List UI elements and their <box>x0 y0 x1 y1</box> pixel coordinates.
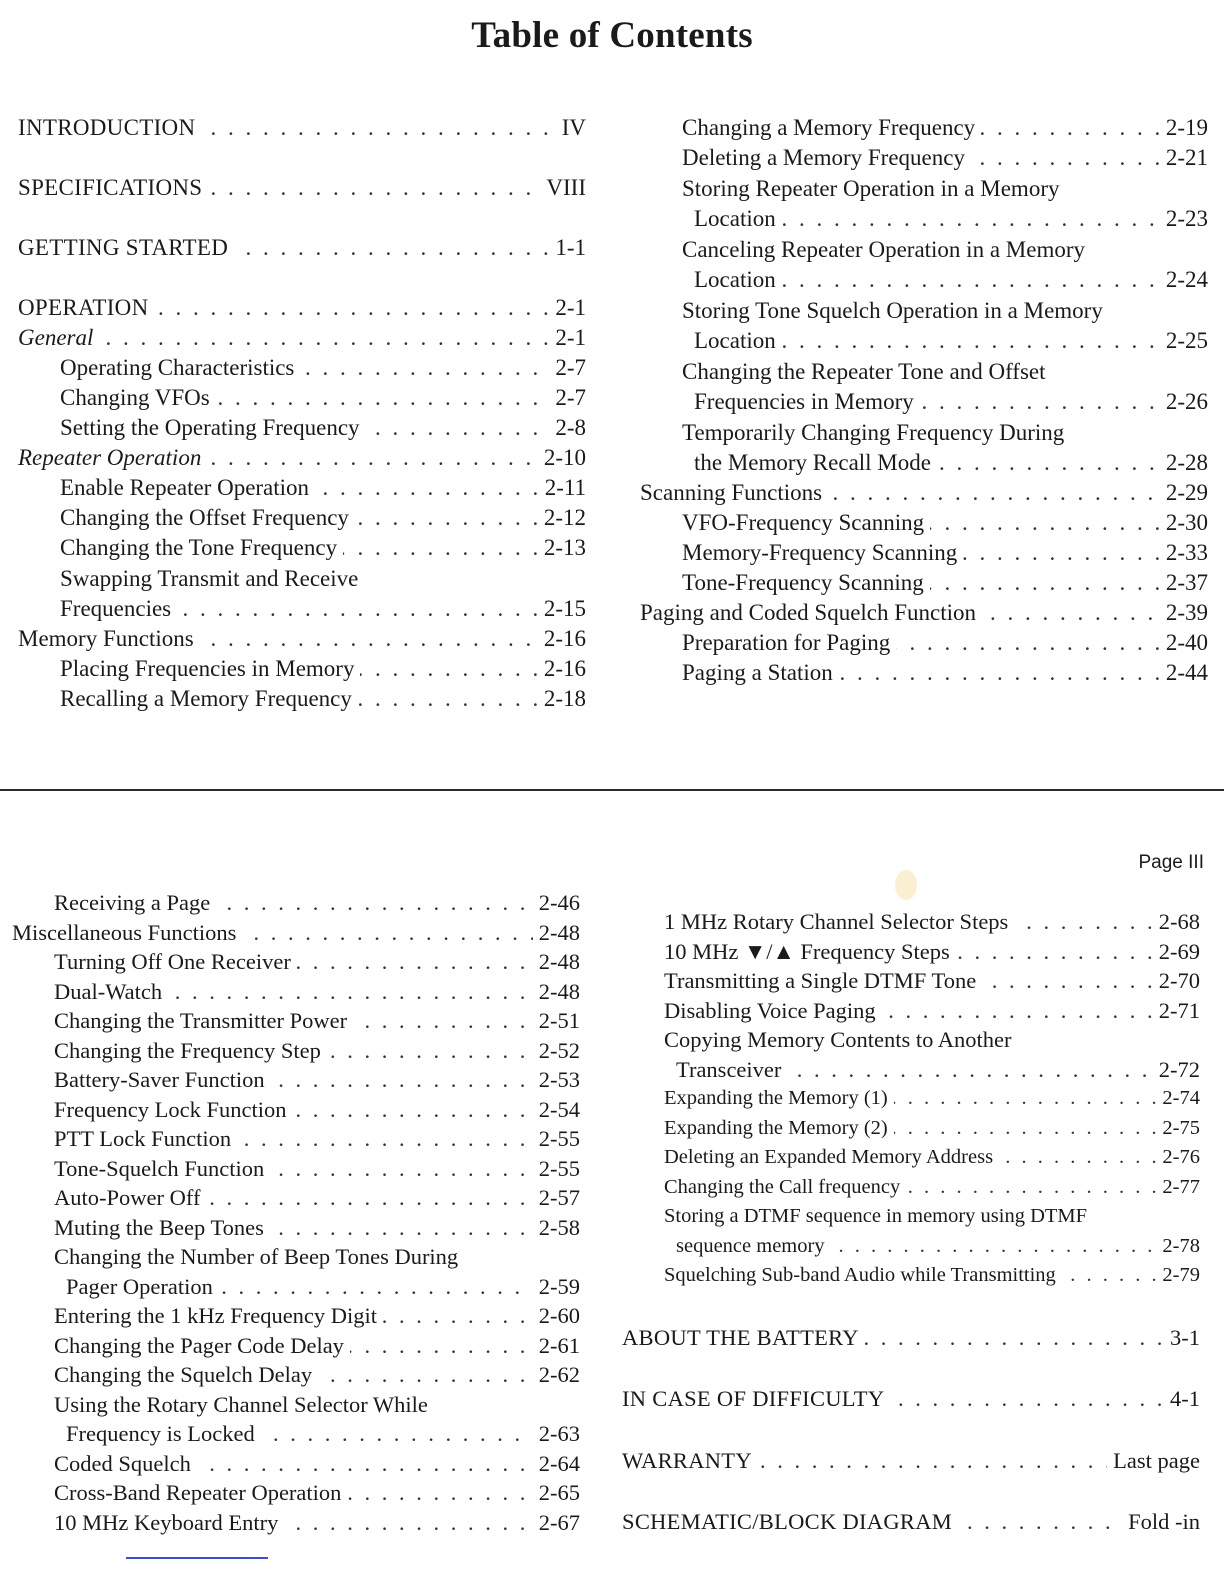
toc-entry-continued <box>640 173 1208 204</box>
toc-entry <box>18 654 586 684</box>
toc-entry <box>640 326 1208 356</box>
toc-entry-title: Transmitting a Single DTMF Tone <box>664 966 982 996</box>
toc-page-number: 2-79 <box>1156 1261 1200 1291</box>
toc-entry-title: Storing Tone Squelch Operation in a Memory <box>682 298 1103 323</box>
toc-entry-title: Changing the Number of Beep Tones During <box>54 1244 459 1269</box>
toc-entry-title: ABOUT THE BATTERY <box>622 1323 865 1353</box>
toc-page-number: 2-28 <box>1160 448 1208 478</box>
toc-page-number: 2-67 <box>533 1508 580 1538</box>
toc-entry-title: Paging a Station <box>682 658 839 688</box>
toc-entry <box>640 143 1208 173</box>
toc-page-number: 2-1 <box>549 293 586 323</box>
toc-entry <box>622 1084 1200 1114</box>
toc-entry-title: Storing a DTMF sequence in memory using DTMF <box>664 1205 1088 1227</box>
toc-page-number: 2-48 <box>533 977 580 1007</box>
toc-entry-title: Auto-Power Off <box>54 1183 206 1213</box>
toc-entry <box>622 996 1200 1026</box>
toc-entry <box>640 478 1208 508</box>
toc-entry-title: Location <box>694 204 782 234</box>
toc-entry-title: Location <box>694 265 782 295</box>
toc-page-number: 2-58 <box>533 1213 580 1243</box>
toc-entry <box>622 1232 1200 1262</box>
toc-page-number: 2-16 <box>538 624 586 654</box>
toc-entry-title: Enable Repeater Operation <box>60 473 315 503</box>
toc-entry-title: Changing the Call frequency <box>664 1173 906 1203</box>
toc-entry-title: Frequencies in Memory <box>694 387 920 417</box>
toc-page-number: 3-1 <box>1164 1323 1200 1353</box>
toc-page-number: 2-39 <box>1160 598 1208 628</box>
toc-entry-title: OPERATION <box>18 293 154 323</box>
toc-entry <box>12 977 580 1007</box>
toc-entry-title: Storing Repeater Operation in a Memory <box>682 176 1060 201</box>
toc-entry-continued <box>18 563 586 594</box>
toc-page-number: 2-54 <box>533 1095 580 1125</box>
toc-entry-title: Frequency is Locked <box>66 1419 261 1449</box>
toc-entry-title: Muting the Beep Tones <box>54 1213 270 1243</box>
toc-entry <box>622 1384 1200 1414</box>
toc-entry-title: Memory Functions <box>18 624 200 654</box>
toc-entry <box>18 323 586 353</box>
toc-entry <box>622 937 1200 967</box>
toc-entry-title: Deleting a Memory Frequency <box>682 143 971 173</box>
toc-entry <box>18 533 586 563</box>
toc-entry <box>640 265 1208 295</box>
toc-entry <box>12 918 580 948</box>
toc-entry-title: Deleting an Expanded Memory Address <box>664 1143 999 1173</box>
toc-entry-title: Expanding the Memory (1) <box>664 1084 894 1114</box>
toc-page-number: 2-11 <box>539 473 586 503</box>
toc-entry-title: Copying Memory Contents to Another <box>664 1027 1012 1052</box>
toc-page-number: 2-51 <box>533 1006 580 1036</box>
toc-column-top-right <box>640 113 1208 688</box>
toc-entry <box>12 947 580 977</box>
toc-column-top-left <box>18 113 586 714</box>
toc-entry <box>18 503 586 533</box>
toc-entry <box>12 1183 580 1213</box>
toc-page-number: 2-75 <box>1156 1114 1200 1144</box>
toc-entry-title: Turning Off One Receiver <box>54 947 297 977</box>
toc-entry-continued <box>640 417 1208 448</box>
toc-entry-title: Changing VFOs <box>60 383 216 413</box>
toc-entry-title: the Memory Recall Mode <box>694 448 937 478</box>
toc-entry <box>18 113 586 143</box>
toc-entry-continued <box>12 1242 580 1272</box>
toc-entry <box>18 293 586 323</box>
toc-entry-title: Entering the 1 kHz Frequency Digit <box>54 1301 383 1331</box>
toc-page-number: 2-10 <box>538 443 586 473</box>
toc-entry-title: Frequencies <box>60 594 177 624</box>
toc-page-number: VIII <box>540 173 586 203</box>
toc-entry-title: SPECIFICATIONS <box>18 173 208 203</box>
toc-page-number: 2-78 <box>1156 1232 1200 1262</box>
toc-page-number: 2-13 <box>538 533 586 563</box>
toc-page-number: 2-72 <box>1153 1055 1200 1085</box>
toc-page-number: 2-18 <box>538 684 586 714</box>
toc-entry <box>640 448 1208 478</box>
toc-entry-continued <box>640 356 1208 387</box>
toc-entry-title: SCHEMATIC/BLOCK DIAGRAM <box>622 1507 958 1537</box>
page-divider <box>0 789 1224 791</box>
toc-entry-continued <box>640 234 1208 265</box>
toc-entry-title: Receiving a Page <box>54 888 216 918</box>
toc-entry-title: Changing the Tone Frequency <box>60 533 343 563</box>
toc-page-number: 2-61 <box>533 1331 580 1361</box>
toc-entry-title: Pager Operation <box>66 1272 219 1302</box>
toc-page-number: 2-57 <box>533 1183 580 1213</box>
toc-entry-title: Using the Rotary Channel Selector While <box>54 1391 428 1417</box>
toc-entry-title: Temporarily Changing Frequency During <box>682 420 1065 445</box>
toc-entry <box>622 1261 1200 1291</box>
toc-entry-title: Operating Characteristics <box>60 353 300 383</box>
toc-entry <box>12 1124 580 1154</box>
toc-entry-title: Squelching Sub-band Audio while Transmitting <box>664 1261 1062 1291</box>
toc-page-number: 2-7 <box>549 383 586 413</box>
toc-entry-title: Miscellaneous Functions <box>12 918 242 948</box>
toc-page-number: 2-15 <box>538 594 586 624</box>
toc-entry <box>18 684 586 714</box>
toc-entry-title: 10 MHz Keyboard Entry <box>54 1508 284 1538</box>
toc-entry-title: VFO-Frequency Scanning <box>682 508 930 538</box>
toc-entry <box>622 1323 1200 1353</box>
toc-page-number: 2-70 <box>1153 966 1200 996</box>
toc-entry-title: Battery-Saver Function <box>54 1065 271 1095</box>
toc-entry-title: Expanding the Memory (2) <box>664 1114 894 1144</box>
page-number-label: Page III <box>1138 852 1204 873</box>
toc-entry <box>622 1055 1200 1085</box>
toc-entry <box>12 1065 580 1095</box>
toc-entry-title: Tone-Squelch Function <box>54 1154 270 1184</box>
toc-page-number: 2-46 <box>533 888 580 918</box>
toc-page-number: 2-25 <box>1160 326 1208 356</box>
toc-page-number: 2-12 <box>538 503 586 533</box>
toc-entry <box>18 443 586 473</box>
toc-entry-title: Changing the Offset Frequency <box>60 503 355 533</box>
toc-entry <box>640 113 1208 143</box>
toc-entry-title: Changing the Transmitter Power <box>54 1006 353 1036</box>
toc-entry-continued <box>640 295 1208 326</box>
toc-page-number: 2-65 <box>533 1478 580 1508</box>
toc-page-number: 2-63 <box>533 1419 580 1449</box>
toc-entry-title: Disabling Voice Paging <box>664 996 882 1026</box>
toc-column-bottom-left <box>12 888 580 1537</box>
toc-page-number: 2-1 <box>549 323 586 353</box>
page-title: Table of Contents <box>471 15 753 56</box>
toc-entry-title: PTT Lock Function <box>54 1124 237 1154</box>
toc-entry-title: Preparation for Paging <box>682 628 896 658</box>
toc-entry-title: sequence memory <box>676 1232 831 1262</box>
toc-entry <box>622 1173 1200 1203</box>
toc-page-number: 2-64 <box>533 1449 580 1479</box>
toc-page-number: 2-74 <box>1156 1084 1200 1114</box>
toc-entry <box>640 658 1208 688</box>
toc-entry-title: 1 MHz Rotary Channel Selector Steps <box>664 907 1014 937</box>
toc-page-number: 2-30 <box>1160 508 1208 538</box>
toc-entry-title: INTRODUCTION <box>18 113 201 143</box>
toc-entry-title: Setting the Operating Frequency <box>60 413 366 443</box>
toc-page-number: 2-55 <box>533 1154 580 1184</box>
toc-page-number: 1-1 <box>549 233 586 263</box>
toc-page-number: 2-44 <box>1160 658 1208 688</box>
toc-entry-title: IN CASE OF DIFFICULTY <box>622 1384 890 1414</box>
toc-page-number: 2-21 <box>1160 143 1208 173</box>
toc-page-number: 2-29 <box>1160 478 1208 508</box>
toc-entry-title: Placing Frequencies in Memory <box>60 654 360 684</box>
toc-entry <box>622 1507 1200 1537</box>
toc-entry <box>640 508 1208 538</box>
toc-entry <box>12 1095 580 1125</box>
toc-entry <box>12 1213 580 1243</box>
toc-entry-title: Tone-Frequency Scanning <box>682 568 930 598</box>
toc-entry <box>622 1114 1200 1144</box>
toc-page-number: 2-19 <box>1160 113 1208 143</box>
toc-entry <box>12 1508 580 1538</box>
toc-entry-title: Location <box>694 326 782 356</box>
toc-entry <box>12 1360 580 1390</box>
toc-page-number: 2-48 <box>533 947 580 977</box>
toc-entry <box>640 204 1208 234</box>
toc-entry-continued <box>622 1202 1200 1232</box>
stain-mark <box>895 870 917 900</box>
toc-entry-title: Canceling Repeater Operation in a Memory <box>682 237 1085 262</box>
toc-entry-title: Changing the Pager Code Delay <box>54 1331 350 1361</box>
toc-entry <box>12 1272 580 1302</box>
toc-entry <box>12 1331 580 1361</box>
toc-entry-title: Recalling a Memory Frequency <box>60 684 358 714</box>
toc-entry <box>640 628 1208 658</box>
toc-entry-continued <box>622 1025 1200 1055</box>
toc-entry <box>622 966 1200 996</box>
toc-entry-title: Cross-Band Repeater Operation <box>54 1478 347 1508</box>
toc-page-number: 2-37 <box>1160 568 1208 598</box>
toc-entry <box>12 1301 580 1331</box>
toc-entry-title: Changing the Frequency Step <box>54 1036 327 1066</box>
toc-entry-title: Scanning Functions <box>640 478 828 508</box>
blue-underline-mark <box>126 1557 268 1559</box>
toc-page-number: 2-77 <box>1156 1173 1200 1203</box>
toc-page-number: 2-76 <box>1156 1143 1200 1173</box>
toc-entry <box>12 1449 580 1479</box>
toc-entry-continued <box>12 1390 580 1420</box>
toc-entry <box>640 568 1208 598</box>
toc-page-number: 2-24 <box>1160 265 1208 295</box>
toc-entry <box>18 624 586 654</box>
toc-page-number: Fold -in <box>1122 1507 1200 1537</box>
toc-entry-title: Changing a Memory Frequency <box>682 113 981 143</box>
toc-entry <box>622 1143 1200 1173</box>
toc-entry-title: Coded Squelch <box>54 1449 197 1479</box>
toc-entry <box>622 907 1200 937</box>
toc-entry-title: Changing the Squelch Delay <box>54 1360 318 1390</box>
toc-page-number: 2-23 <box>1160 204 1208 234</box>
toc-page-number: 2-40 <box>1160 628 1208 658</box>
toc-entry <box>640 598 1208 628</box>
toc-page-number: 2-48 <box>533 918 580 948</box>
toc-entry <box>12 1419 580 1449</box>
toc-dot-leader <box>18 323 586 353</box>
toc-page-number: 2-33 <box>1160 538 1208 568</box>
toc-page-number: 2-69 <box>1153 937 1200 967</box>
toc-entry <box>12 888 580 918</box>
toc-entry-title: Transceiver <box>676 1055 787 1085</box>
toc-entry <box>640 387 1208 417</box>
toc-entry <box>640 538 1208 568</box>
toc-entry <box>622 1446 1200 1476</box>
toc-entry-title: Paging and Coded Squelch Function <box>640 598 982 628</box>
toc-page-number: 2-7 <box>549 353 586 383</box>
toc-entry <box>18 383 586 413</box>
toc-entry-title: Dual-Watch <box>54 977 168 1007</box>
toc-page-number: 2-16 <box>538 654 586 684</box>
toc-entry-title: Memory-Frequency Scanning <box>682 538 963 568</box>
toc-entry-title: Changing the Repeater Tone and Offset <box>682 359 1046 384</box>
toc-page-number: 4-1 <box>1164 1384 1200 1414</box>
toc-page-number: 2-52 <box>533 1036 580 1066</box>
toc-entry <box>18 353 586 383</box>
toc-page-number: 2-59 <box>533 1272 580 1302</box>
toc-entry-title: General <box>18 323 99 353</box>
toc-page-number: 2-68 <box>1153 907 1200 937</box>
toc-entry <box>12 1006 580 1036</box>
toc-page-number: 2-60 <box>533 1301 580 1331</box>
toc-page-number: 2-8 <box>549 413 586 443</box>
toc-entry <box>12 1036 580 1066</box>
toc-page-number: IV <box>556 113 586 143</box>
toc-entry-title: Swapping Transmit and Receive <box>60 566 359 591</box>
toc-page-number: 2-55 <box>533 1124 580 1154</box>
toc-entry-title: 10 MHz ▼/▲ Frequency Steps <box>664 937 956 967</box>
toc-entry-title: WARRANTY <box>622 1446 758 1476</box>
toc-page-number: 2-26 <box>1160 387 1208 417</box>
toc-entry <box>18 473 586 503</box>
toc-page-number: Last page <box>1107 1446 1200 1476</box>
toc-entry-title: Frequency Lock Function <box>54 1095 292 1125</box>
toc-entry <box>18 594 586 624</box>
toc-page-number: 2-62 <box>533 1360 580 1390</box>
toc-entry <box>18 233 586 263</box>
toc-entry <box>12 1154 580 1184</box>
toc-entry <box>18 173 586 203</box>
toc-page-number: 2-53 <box>533 1065 580 1095</box>
toc-entry <box>18 413 586 443</box>
toc-column-bottom-right <box>622 907 1200 1537</box>
toc-entry-title: Repeater Operation <box>18 443 207 473</box>
toc-entry-title: GETTING STARTED <box>18 233 234 263</box>
toc-page-number: 2-71 <box>1153 996 1200 1026</box>
toc-entry <box>12 1478 580 1508</box>
